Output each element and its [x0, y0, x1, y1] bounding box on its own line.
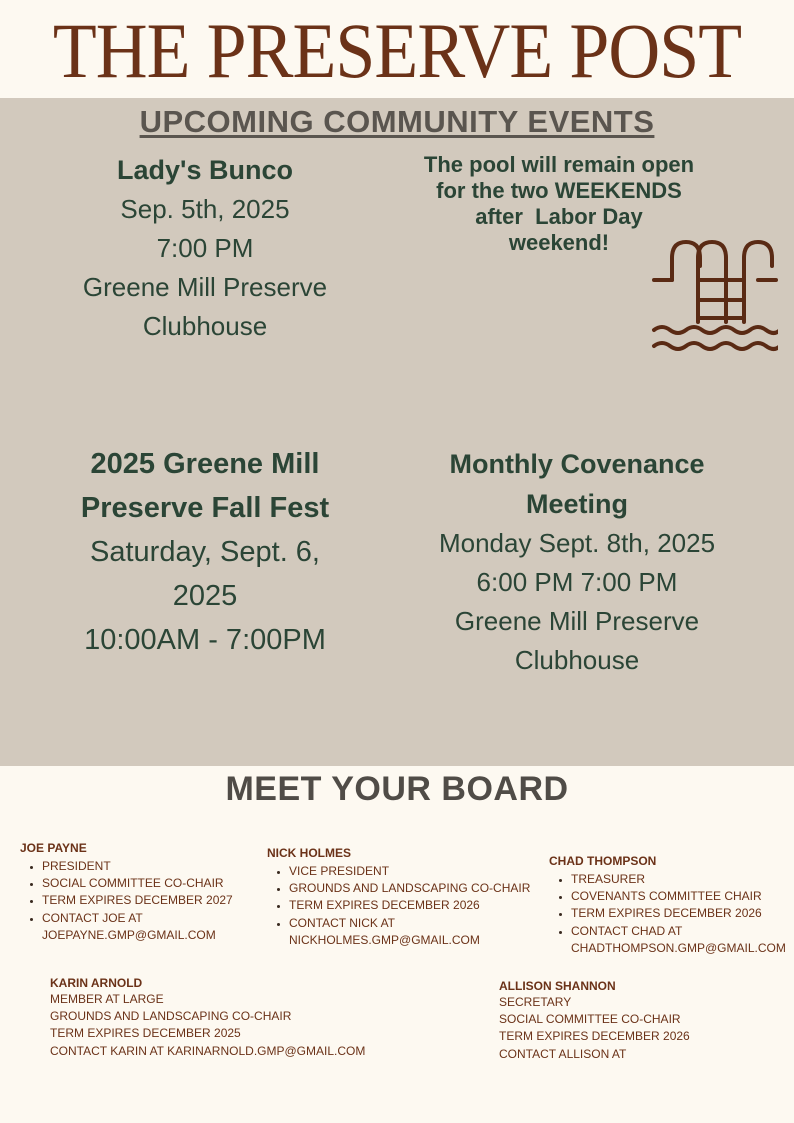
- event-fall-fest-title-2: Preserve Fall Fest: [80, 492, 330, 524]
- newsletter-title: THE PRESERVE POST: [52, 7, 742, 94]
- event-bunco-location: Greene Mill Preserve: [82, 272, 328, 302]
- event-covenance-meeting: [410, 444, 744, 680]
- member-detail: [42, 910, 260, 944]
- board-member-allison: [499, 978, 779, 1063]
- member-contact-text: CONTACT JOE AT: [42, 910, 143, 925]
- member-details: [549, 871, 789, 957]
- pool-notice-line: weekend!: [508, 230, 610, 255]
- member-detail: • VICE PRESIDENT: [289, 863, 537, 880]
- member-details: [50, 991, 450, 1060]
- pool-notice-line: The pool will remain open: [423, 152, 695, 177]
- member-email-link[interactable]: JOEPAYNE.GMP@GMAIL.COM: [42, 927, 216, 942]
- event-bunco-location-2: Clubhouse: [142, 311, 268, 341]
- member-email-link[interactable]: CONTACT KARIN AT KARINARNOLD.GMP@GMAIL.COM: [50, 1043, 366, 1058]
- member-detail: • TERM EXPIRES DECEMBER 2026: [289, 897, 537, 914]
- pool-notice-line: after Labor Day: [475, 204, 643, 229]
- member-detail: • COVENANTS COMMITTEE CHAIR: [571, 888, 789, 905]
- board-member-nick: [267, 845, 537, 949]
- pool-notice-line: for the two WEEKENDS: [436, 178, 682, 203]
- member-detail: [571, 923, 789, 957]
- member-detail: SOCIAL COMMITTEE CO-CHAIR: [499, 1012, 681, 1027]
- member-detail: • GROUNDS AND LANDSCAPING CO-CHAIR: [289, 880, 537, 897]
- event-fall-fest-date-2: 2025: [172, 580, 238, 612]
- event-covenance-title: Monthly Covenance: [449, 449, 705, 479]
- event-bunco-time: 7:00 PM: [156, 233, 254, 263]
- member-detail: • SOCIAL COMMITTEE CO-CHAIR: [42, 875, 260, 892]
- event-fall-fest-time: 10:00AM - 7:00PM: [84, 624, 326, 656]
- member-name: ALLISON SHANNON: [499, 979, 616, 993]
- member-details: [499, 994, 779, 1063]
- member-email-link[interactable]: NICKHOLMES.GMP@GMAIL.COM: [289, 932, 480, 947]
- board-section-title: MEET YOUR BOARD: [225, 770, 569, 808]
- event-covenance-time: 6:00 PM 7:00 PM: [476, 567, 678, 597]
- member-detail: TERM EXPIRES DECEMBER 2025: [50, 1026, 241, 1041]
- member-detail: • TREASURER: [571, 871, 789, 888]
- masthead: [0, 0, 794, 98]
- event-bunco: [40, 150, 370, 346]
- pool-ladder-icon: [650, 238, 778, 352]
- board-member-chad: [549, 853, 789, 957]
- event-fall-fest: [40, 442, 370, 662]
- event-covenance-location-2: Clubhouse: [514, 645, 640, 675]
- member-details: [267, 863, 537, 949]
- member-contact-text: CONTACT CHAD AT: [571, 923, 683, 938]
- member-details: [20, 858, 260, 944]
- event-fall-fest-title: 2025 Greene Mill: [90, 448, 320, 480]
- event-covenance-title-2: Meeting: [525, 489, 628, 519]
- member-contact-text: CONTACT NICK AT: [289, 915, 396, 930]
- event-bunco-title: Lady's Bunco: [117, 155, 293, 185]
- member-detail: • TERM EXPIRES DECEMBER 2026: [571, 905, 789, 922]
- member-detail: GROUNDS AND LANDSCAPING CO-CHAIR: [50, 1009, 292, 1024]
- member-name: JOE PAYNE: [20, 841, 87, 855]
- member-detail: • TERM EXPIRES DECEMBER 2027: [42, 892, 260, 909]
- member-detail: CONTACT ALLISON AT: [499, 1046, 627, 1061]
- member-detail: SECRETARY: [499, 995, 572, 1009]
- event-bunco-date: Sep. 5th, 2025: [120, 194, 290, 224]
- member-detail: MEMBER AT LARGE: [50, 992, 164, 1006]
- board-member-joe: [20, 840, 260, 944]
- board-member-karin: [50, 975, 450, 1060]
- member-detail: • PRESIDENT: [42, 858, 260, 875]
- event-covenance-date: Monday Sept. 8th, 2025: [438, 528, 716, 558]
- events-section-title: UPCOMING COMMUNITY EVENTS: [139, 104, 655, 139]
- member-email-link[interactable]: CHADTHOMPSON.GMP@GMAIL.COM: [571, 940, 786, 955]
- member-name: CHAD THOMPSON: [549, 854, 657, 868]
- event-covenance-location: Greene Mill Preserve: [454, 606, 700, 636]
- member-name: NICK HOLMES: [267, 846, 351, 860]
- member-detail: [289, 915, 537, 949]
- member-detail: TERM EXPIRES DECEMBER 2026: [499, 1029, 690, 1044]
- member-name: KARIN ARNOLD: [50, 976, 143, 990]
- event-fall-fest-date: Saturday, Sept. 6,: [90, 536, 320, 568]
